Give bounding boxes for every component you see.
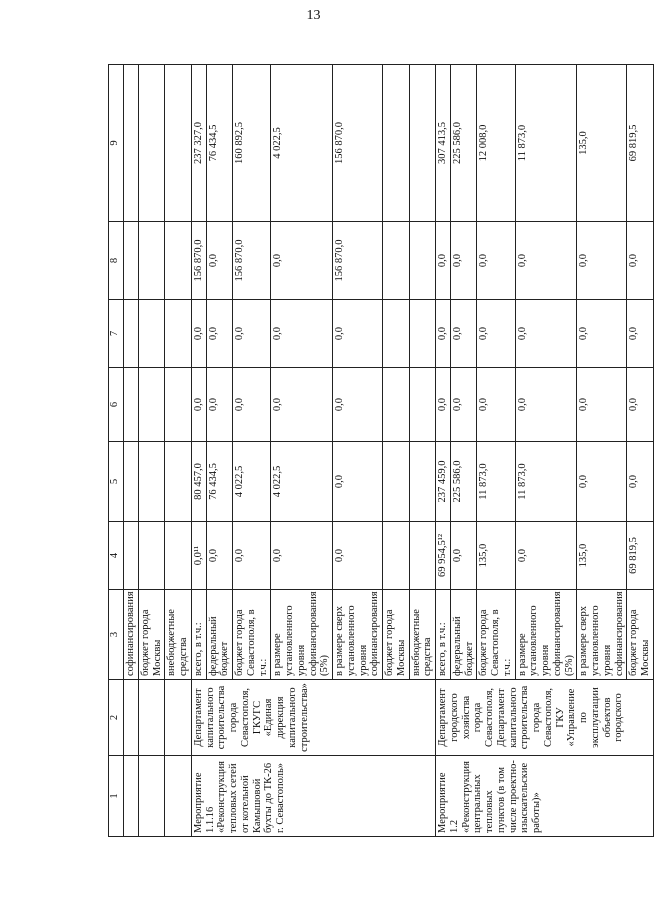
source-cell: федеральный бюджет bbox=[450, 590, 477, 680]
value-cell: 0,0 bbox=[233, 368, 271, 442]
value-cell: 69 954,5¹² bbox=[436, 522, 451, 590]
value-cell: 225 586,0 bbox=[450, 442, 477, 522]
value-cell: 4 022,5 bbox=[271, 442, 333, 522]
value-cell: 156 870,0 bbox=[191, 222, 206, 300]
source-cell: в размере сверх установленного уровня софинансирования bbox=[577, 590, 627, 680]
value-cell: 0,0 bbox=[577, 222, 627, 300]
source-cell: софинансирования bbox=[124, 590, 139, 680]
value-cell: 225 586,0 bbox=[450, 65, 477, 222]
value-cell: 156 870,0 bbox=[233, 222, 271, 300]
value-cell bbox=[409, 522, 436, 590]
col-header: 7 bbox=[109, 300, 124, 368]
value-cell: 69 819,5 bbox=[627, 65, 654, 222]
source-cell: в размере сверх установленного уровня софинансирования bbox=[333, 590, 383, 680]
value-cell: 0,0 bbox=[627, 442, 654, 522]
value-cell bbox=[409, 222, 436, 300]
value-cell: 156 870,0 bbox=[333, 65, 383, 222]
value-cell: 0,0 bbox=[577, 442, 627, 522]
value-cell: 0,0 bbox=[333, 300, 383, 368]
value-cell: 0,0 bbox=[627, 300, 654, 368]
value-cell bbox=[383, 300, 410, 368]
col-header: 9 bbox=[109, 65, 124, 222]
value-cell: 76 434,5 bbox=[206, 65, 233, 222]
value-cell: 0,0 bbox=[436, 222, 451, 300]
col-header: 6 bbox=[109, 368, 124, 442]
value-cell: 0,0 bbox=[206, 300, 233, 368]
source-cell: в размере установленного уровня софинансирования (5%) bbox=[515, 590, 577, 680]
value-cell: 0,0 bbox=[577, 300, 627, 368]
column-number-row bbox=[109, 65, 124, 837]
value-cell bbox=[409, 65, 436, 222]
value-cell: 135,0 bbox=[477, 522, 515, 590]
executor-cell: Департамент капитального строительства города Севастополя, ГКУГС «Единая дирекция капитального строительства» bbox=[191, 680, 435, 756]
value-cell: 0,0 bbox=[627, 222, 654, 300]
source-cell: бюджет города Москвы bbox=[383, 590, 410, 680]
source-cell: внебюджетные средства bbox=[165, 590, 192, 680]
value-cell: 237 459,0 bbox=[436, 442, 451, 522]
value-cell bbox=[383, 522, 410, 590]
value-cell bbox=[383, 222, 410, 300]
value-cell: 11 873,0 bbox=[515, 442, 577, 522]
col-header: 1 bbox=[109, 756, 124, 837]
continuation-row bbox=[124, 65, 139, 837]
value-cell: 0,0 bbox=[333, 368, 383, 442]
source-cell: внебюджетные средства bbox=[409, 590, 436, 680]
value-cell: 11 873,0 bbox=[515, 65, 577, 222]
value-cell: 160 892,5 bbox=[233, 65, 271, 222]
value-cell: 69 819,5 bbox=[627, 522, 654, 590]
value-cell: 0,0 bbox=[271, 222, 333, 300]
rotated-table-wrapper bbox=[108, 65, 651, 837]
value-cell: 0,0 bbox=[450, 368, 477, 442]
source-cell: бюджет города Севастополя, в т.ч.: bbox=[477, 590, 515, 680]
col-header: 3 bbox=[109, 590, 124, 680]
value-cell: 0,0 bbox=[515, 222, 577, 300]
value-cell bbox=[383, 442, 410, 522]
value-cell: 307 413,5 bbox=[436, 65, 451, 222]
value-cell: 0,0 bbox=[333, 522, 383, 590]
value-cell: 0,0 bbox=[477, 300, 515, 368]
value-cell: 0,0 bbox=[206, 368, 233, 442]
activity-name: Мероприятие 1.1.16 «Реконструкция тепловых сетей от котельной Камышовой бухты до ТК-26 г. Севастополь» bbox=[191, 756, 435, 837]
value-cell: 76 434,5 bbox=[206, 442, 233, 522]
value-cell: 0,0 bbox=[271, 368, 333, 442]
value-cell: 135,0 bbox=[577, 522, 627, 590]
value-cell: 11 873,0 bbox=[477, 442, 515, 522]
value-cell: 0,0 bbox=[271, 522, 333, 590]
value-cell: 0,0 bbox=[515, 368, 577, 442]
table-row bbox=[436, 65, 451, 837]
value-cell: 0,0 bbox=[450, 222, 477, 300]
col-header: 8 bbox=[109, 222, 124, 300]
executor-cell: Департамент городского хозяйства города Севастополя, Департамент капитального строительства города Севастополя, ГКУ «Управление по эксплуатации объектов городского bbox=[436, 680, 654, 756]
value-cell: 135,0 bbox=[577, 65, 627, 222]
value-cell: 4 022,5 bbox=[271, 65, 333, 222]
value-cell: 0,0 bbox=[477, 222, 515, 300]
source-cell: федеральный бюджет bbox=[206, 590, 233, 680]
value-cell: 0,0 bbox=[477, 368, 515, 442]
value-cell: 0,0 bbox=[436, 368, 451, 442]
table-row bbox=[191, 65, 206, 837]
value-cell: 80 457,0 bbox=[191, 442, 206, 522]
value-cell bbox=[409, 300, 436, 368]
value-cell bbox=[409, 368, 436, 442]
value-cell: 0,0 bbox=[450, 522, 477, 590]
value-cell: 156 870,0 bbox=[333, 222, 383, 300]
source-cell: в размере установленного уровня софинансирования (5%) bbox=[271, 590, 333, 680]
source-cell: бюджет города Москвы bbox=[627, 590, 654, 680]
value-cell: 0,0 bbox=[191, 368, 206, 442]
value-cell: 0,0 bbox=[450, 300, 477, 368]
col-header: 2 bbox=[109, 680, 124, 756]
value-cell: 0,0 bbox=[191, 300, 206, 368]
value-cell: 0,0 bbox=[515, 522, 577, 590]
page-number: 13 bbox=[306, 8, 321, 23]
value-cell: 0,0 bbox=[206, 522, 233, 590]
activity-name: Мероприятие 1.2 «Реконструкция центральных тепловых пунктов (в том числе проектно-изыскательские работы)» bbox=[436, 756, 654, 837]
value-cell: 0,0 bbox=[206, 222, 233, 300]
source-cell: бюджет города Севастополя, в т.ч.: bbox=[233, 590, 271, 680]
value-cell: 0,0 bbox=[233, 522, 271, 590]
value-cell: 4 022,5 bbox=[233, 442, 271, 522]
source-cell: всего, в т.ч.: bbox=[191, 590, 206, 680]
financing-table bbox=[108, 64, 654, 837]
value-cell: 0,0 bbox=[271, 300, 333, 368]
value-cell: 0,0 bbox=[515, 300, 577, 368]
col-header: 4 bbox=[109, 522, 124, 590]
source-cell: бюджет города Москвы bbox=[138, 590, 165, 680]
value-cell bbox=[383, 368, 410, 442]
value-cell: 0,0 bbox=[577, 368, 627, 442]
value-cell: 0,0 bbox=[436, 300, 451, 368]
value-cell: 0,0 bbox=[627, 368, 654, 442]
continuation-row bbox=[138, 65, 165, 837]
value-cell: 237 327,0 bbox=[191, 65, 206, 222]
value-cell bbox=[409, 442, 436, 522]
continuation-row bbox=[165, 65, 192, 837]
value-cell: 12 008,0 bbox=[477, 65, 515, 222]
source-cell: всего, в т.ч.: bbox=[436, 590, 451, 680]
value-cell: 0,0¹¹ bbox=[191, 522, 206, 590]
col-header: 5 bbox=[109, 442, 124, 522]
value-cell bbox=[383, 65, 410, 222]
value-cell: 0,0 bbox=[233, 300, 271, 368]
value-cell: 0,0 bbox=[333, 442, 383, 522]
